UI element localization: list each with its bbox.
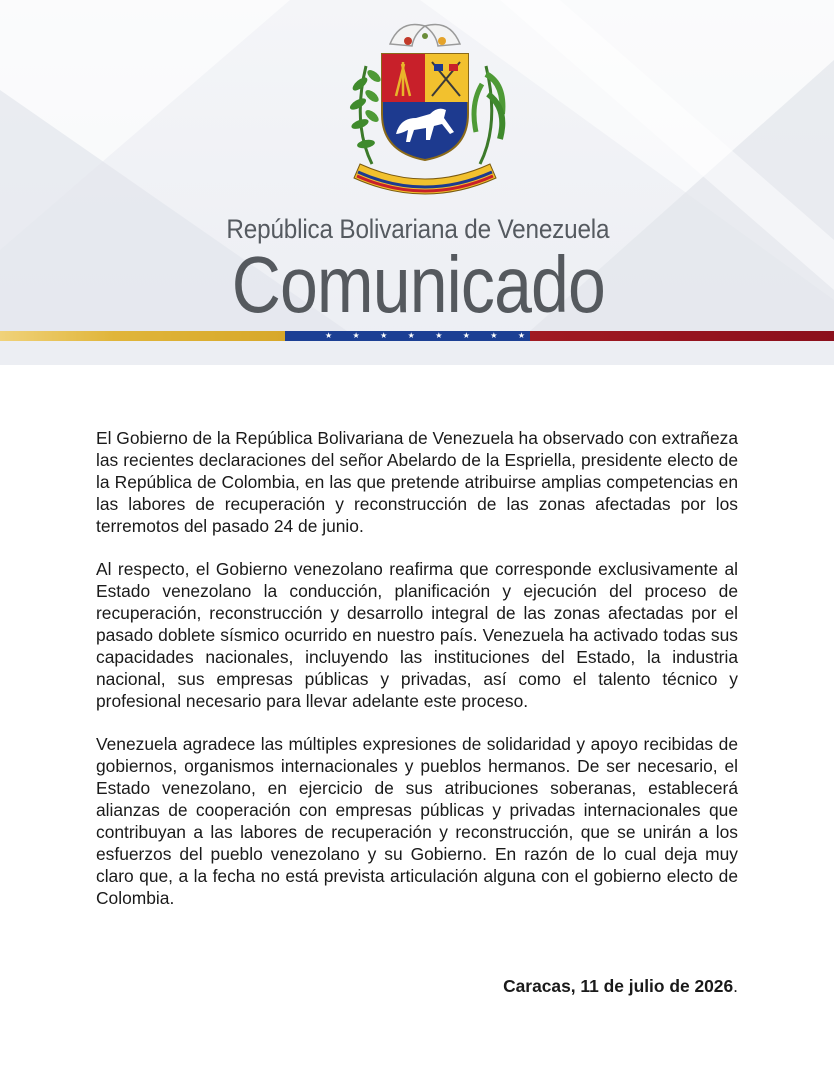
body-paragraph-1: El Gobierno de la República Bolivariana de Venezuela ha observado con extrañeza las recientes declaraciones del señor Abelardo de la Espriella, presidente electo de la República de Colombia, en las que pretende atribuirse amplias competencias en las labores de recuperación y reconstrucción de las zonas afectadas por los terremotos del pasado 24 de junio. [96,428,738,536]
flag-stars [325,331,525,341]
star-icon: ★ [325,331,333,340]
signature-place-date: Caracas, 11 de julio de 2026 [503,976,734,996]
flag-red-stripe [530,331,834,341]
signature-period: . [733,976,738,996]
star-icon: ★ [517,331,525,340]
flag-color-bar [0,331,834,341]
star-icon: ★ [380,331,388,340]
star-icon: ★ [490,331,498,340]
header-title: Comunicado [231,240,605,329]
coat-of-arms-icon [330,14,520,204]
star-icon: ★ [407,331,415,340]
communique-body [96,427,738,930]
star-icon: ★ [462,331,470,340]
body-paragraph-2: Al respecto, el Gobierno venezolano reafirma que corresponde exclusivamente al Estado venezolano la conducción, planificación y ejecución del proceso de recuperación, reconstrucción y desarrollo integral de las zonas afectadas por el pasado doblete sísmico ocurrido en nuestro país. Venezuela ha activado todas sus capacidades nacionales, incluyendo las instituciones del Estado, la industria nacional, sus empresas públicas y privadas, así como el talento técnico y profesional necesario para llevar adelante este proceso. [96,559,738,711]
communique-header [0,0,834,365]
header-republic-name: República Bolivariana de Venezuela [226,214,610,244]
flag-yellow-stripe [0,331,285,341]
star-icon: ★ [352,331,360,340]
star-icon: ★ [435,331,443,340]
body-paragraph-3: Venezuela agradece las múltiples expresiones de solidaridad y apoyo recibidas de gobiernos, organismos internacionales y pueblos hermanos. De ser necesario, el Estado venezolano, en ejercicio de sus atribuciones soberanas, establecerá alianzas de cooperación con empresas públicas y privadas internacionales que contribuyan a las labores de recuperación y reconstrucción, que se unirán a los esfuerzos del pueblo venezolano y su Gobierno. En razón de lo cual deja muy claro que, a la fecha no está prevista articulación alguna con el gobierno electo de Colombia. [96,734,738,908]
signature-line [96,975,738,997]
